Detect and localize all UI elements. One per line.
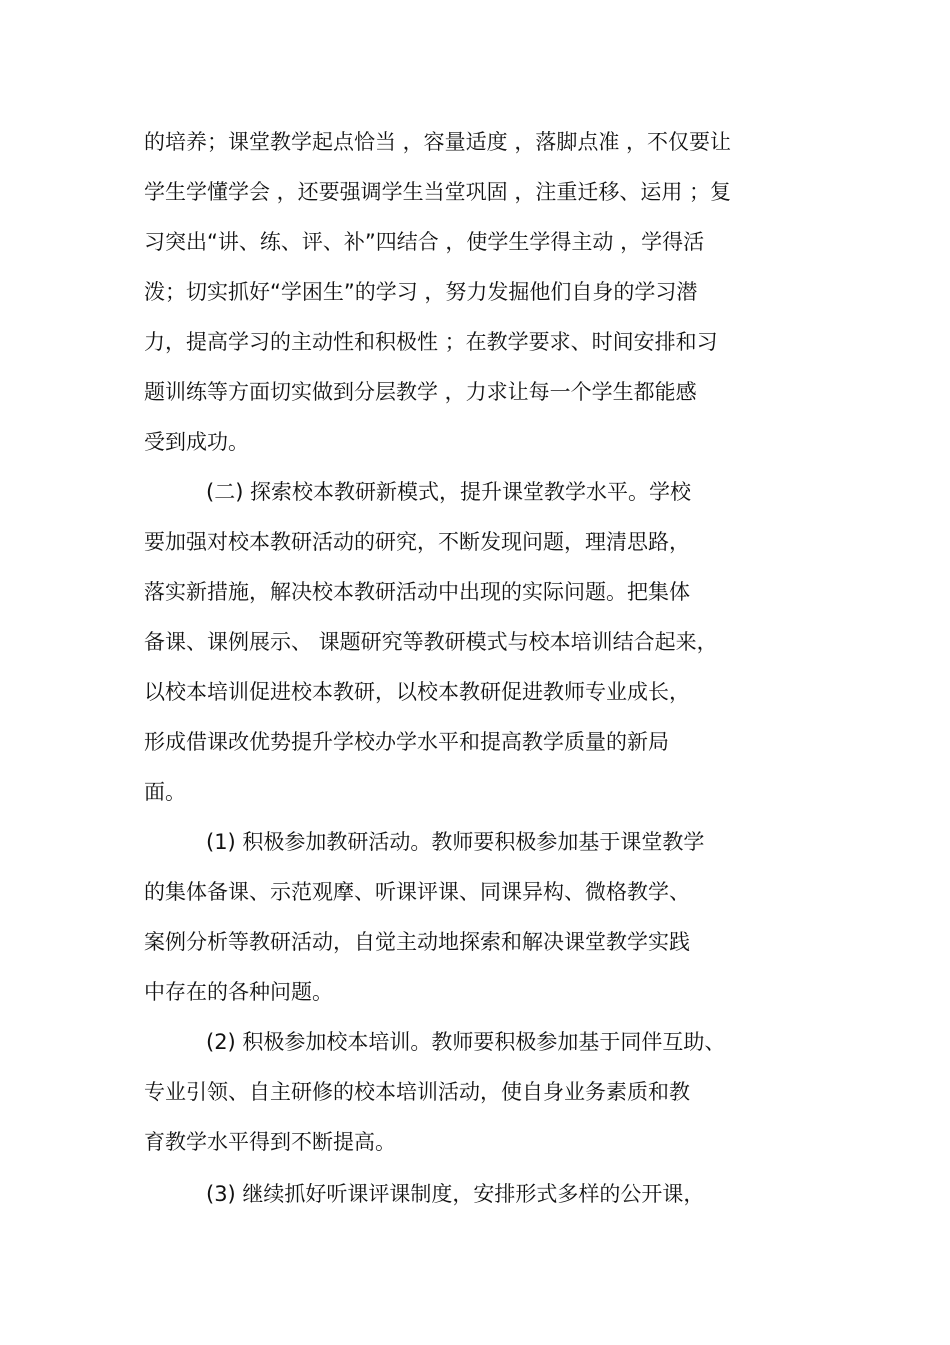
text-line: 案例分析等教研活动，自觉主动地探索和解决课堂教学实践	[144, 930, 690, 954]
text-line: 中存在的各种问题。	[144, 980, 333, 1004]
text-line: 面。	[144, 780, 186, 804]
text-line: 备课、课例展示、 课题研究等教研模式与校本培训结合起来，	[144, 630, 718, 654]
text-line: 的培养；课堂教学起点恰当 ，容量适度 ，落脚点准 ，不仅要让	[144, 130, 732, 154]
text-line: 力，提高学习的主动性和积极性 ；在教学要求、时间安排和习	[144, 330, 718, 354]
text-line: 育教学水平得到不断提高。	[144, 1130, 396, 1154]
text-line: 泼；切实抓好“学困生”的学习 ，努力发掘他们自身的学习潜	[144, 280, 698, 304]
text-line: 形成借课改优势提升学校办学水平和提高教学质量的新局	[144, 730, 669, 754]
text-line: 以校本培训促进校本教研，以校本教研促进教师专业成长，	[144, 680, 690, 704]
list-item-line: (2) 积极参加校本培训。教师要积极参加基于同伴互助、	[206, 1030, 726, 1054]
text-line: 学生学懂学会 ，还要强调学生当堂巩固 ，注重迁移、运用 ；复	[144, 180, 732, 204]
text-line: 受到成功。	[144, 430, 249, 454]
text-line: 落实新措施，解决校本教研活动中出现的实际问题。把集体	[144, 580, 690, 604]
text-line: 习突出“讲、练、评、补”四结合 ，使学生学得主动 ，学得活	[144, 230, 705, 254]
text-line: 的集体备课、示范观摩、听课评课、同课异构、微格教学、	[144, 880, 690, 904]
section-heading-line: (二) 探索校本教研新模式，提升课堂教学水平。学校	[206, 480, 692, 504]
text-line: 要加强对校本教研活动的研究，不断发现问题，理清思路，	[144, 530, 690, 554]
text-line: 题训练等方面切实做到分层教学 ，力求让每一个学生都能感	[144, 380, 697, 404]
list-item-line: (1) 积极参加教研活动。教师要积极参加基于课堂教学	[206, 830, 705, 854]
text-line: 专业引领、自主研修的校本培训活动，使自身业务素质和教	[144, 1080, 690, 1104]
list-item-line: (3) 继续抓好听课评课制度，安排形式多样的公开课，	[206, 1182, 705, 1206]
